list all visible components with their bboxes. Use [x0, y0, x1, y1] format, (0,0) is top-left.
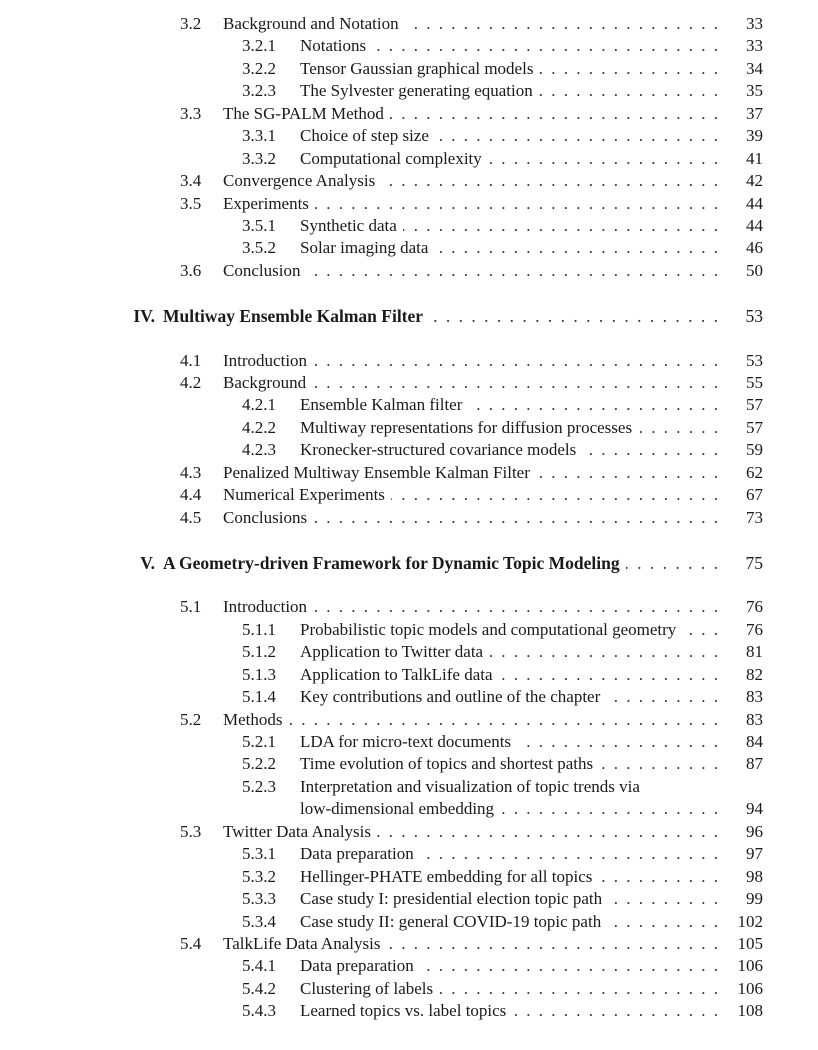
toc-entry[interactable]	[0, 372, 818, 394]
page-number: 108	[737, 1001, 763, 1021]
entry-title: Key contributions and outline of the chapter	[300, 687, 601, 707]
dot-leader	[606, 686, 718, 708]
toc-entry[interactable]	[0, 462, 818, 484]
toc-entry[interactable]	[0, 798, 818, 820]
toc-chapter-entry[interactable]	[0, 552, 818, 574]
page-number: 97	[746, 844, 763, 864]
entry-title: Conclusion	[223, 260, 301, 280]
toc-entry[interactable]	[0, 709, 818, 731]
entry-title: Clustering of labels	[300, 978, 434, 998]
entry-number: 3.2.1	[242, 36, 276, 56]
dot-leader	[434, 237, 718, 259]
entry-number: 5.1.1	[242, 619, 276, 639]
entry-number: 5.2.1	[242, 732, 276, 751]
page-number: 73	[746, 507, 763, 527]
entry-number: 5.3.3	[242, 889, 276, 909]
toc-entry[interactable]	[0, 776, 818, 798]
entry-title: Synthetic data	[300, 215, 397, 235]
page-number: 33	[746, 36, 763, 56]
entry-title: Interpretation and visualization of topic trends via	[300, 776, 640, 796]
page-number: 50	[746, 260, 763, 280]
entry-title: A Geometry-driven Framework for Dynamic Topic Modeling	[163, 552, 620, 573]
dot-leader	[626, 552, 718, 574]
entry-number: 5.2.3	[242, 776, 276, 796]
entry-title: Multiway representations for diffusion processes	[300, 417, 633, 437]
entry-title: Choice of step size	[300, 126, 429, 146]
toc-entry[interactable]	[0, 394, 818, 416]
page-number: 96	[746, 821, 763, 841]
entry-number: 5.4.2	[242, 978, 276, 998]
entry-title: Tensor Gaussian graphical models	[300, 58, 534, 78]
entry-number: 5.2.2	[242, 754, 276, 774]
dot-leader	[377, 821, 718, 843]
toc-entry[interactable]	[0, 484, 818, 506]
page-number: 37	[746, 103, 763, 123]
entry-title: Background	[223, 373, 307, 392]
page-number: 39	[746, 126, 763, 146]
entry-title: Case study I: presidential election topic path	[300, 889, 603, 909]
toc-entry[interactable]	[0, 619, 818, 641]
page-number: 42	[746, 171, 763, 191]
page-number: 81	[746, 642, 763, 662]
dot-leader	[439, 978, 718, 1000]
dot-leader	[403, 215, 718, 237]
page-number: 67	[746, 485, 763, 505]
page-number: 102	[737, 911, 763, 931]
entry-title: Numerical Experiments	[223, 485, 385, 505]
entry-title: Multiway Ensemble Kalman Filter	[163, 305, 424, 326]
dot-leader	[488, 148, 718, 170]
dot-leader	[489, 641, 718, 663]
entry-number: 3.2.3	[242, 81, 276, 101]
page-number: 98	[746, 866, 763, 886]
page-number: 106	[737, 978, 763, 998]
dot-leader	[536, 462, 718, 484]
toc-entry[interactable]	[0, 664, 818, 686]
entry-number: 5.3.4	[242, 911, 276, 931]
page-number: 53	[745, 305, 763, 326]
entry-number: 3.6	[180, 260, 202, 280]
entry-title: Learned topics vs. label topics	[300, 1001, 507, 1021]
dot-leader	[500, 798, 718, 820]
entry-number: 3.3.2	[242, 148, 276, 168]
dot-leader	[420, 955, 718, 977]
toc-entry[interactable]	[0, 417, 818, 439]
page-number: 34	[746, 58, 763, 78]
page-number: 76	[746, 597, 763, 617]
entry-title: Convergence Analysis	[223, 171, 376, 191]
toc-entry[interactable]	[0, 843, 818, 865]
dot-leader	[582, 439, 718, 461]
toc-entry[interactable]	[0, 955, 818, 977]
entry-title: Kronecker-structured covariance models	[300, 440, 577, 460]
dot-leader	[607, 911, 718, 933]
entry-number: 3.4	[180, 171, 202, 191]
dot-leader	[435, 125, 718, 147]
entry-number: 5.4.1	[242, 956, 276, 976]
toc-entry[interactable]	[0, 978, 818, 1000]
dot-leader	[313, 507, 718, 529]
dot-leader	[372, 35, 718, 57]
dot-leader	[391, 484, 718, 506]
page-number: 33	[746, 14, 763, 33]
page-number: 105	[737, 933, 763, 953]
dot-leader	[405, 13, 718, 35]
toc-entry[interactable]	[0, 933, 818, 955]
entry-number: 5.1	[180, 597, 202, 617]
entry-title: Computational complexity	[300, 148, 482, 168]
page-number: 82	[746, 664, 763, 684]
entry-title: Case study II: general COVID-19 topic path	[300, 911, 602, 931]
entry-title: Time evolution of topics and shortest paths	[300, 754, 594, 774]
entry-title: Probabilistic topic models and computational geometry	[300, 619, 677, 639]
page-number: 83	[746, 687, 763, 707]
toc-entry[interactable]	[0, 215, 818, 237]
dot-leader	[313, 350, 718, 372]
dot-leader	[468, 394, 718, 416]
entry-number: 4.4	[180, 485, 202, 505]
dot-leader	[512, 1000, 718, 1022]
page-number: 94	[746, 799, 763, 819]
toc-entry[interactable]	[0, 103, 818, 125]
entry-number: 3.2	[180, 14, 202, 33]
entry-title: Hellinger-PHATE embedding for all topics	[300, 866, 593, 886]
toc-entry[interactable]	[0, 170, 818, 192]
dot-leader	[608, 888, 718, 910]
dot-leader	[313, 596, 718, 618]
entry-number: 5.4.3	[242, 1001, 276, 1021]
dot-leader	[539, 58, 718, 80]
entry-number: 3.5	[180, 193, 202, 213]
toc-entry[interactable]	[0, 439, 818, 461]
entry-number: 5.2	[180, 709, 202, 729]
entry-title: low-dimensional embedding	[300, 799, 495, 819]
entry-number: 3.3	[180, 103, 202, 123]
entry-number: 4.2.1	[242, 395, 276, 415]
entry-title: Application to Twitter data	[300, 642, 484, 662]
dot-leader	[306, 260, 718, 282]
toc-entry[interactable]	[0, 260, 818, 282]
page-number: 53	[746, 350, 763, 370]
entry-title: Ensemble Kalman filter	[300, 395, 463, 415]
toc-entry[interactable]	[0, 731, 818, 753]
page-number: 87	[746, 754, 763, 774]
entry-title: LDA for micro-text documents	[300, 732, 512, 751]
toc-entry[interactable]	[0, 80, 818, 102]
entry-number: 5.3.1	[242, 844, 276, 864]
page-number: 35	[746, 81, 763, 101]
entry-title: Data preparation	[300, 844, 414, 864]
dot-leader	[420, 843, 718, 865]
entry-title: Twitter Data Analysis	[223, 821, 372, 841]
toc-entry[interactable]	[0, 911, 818, 933]
page-number: 55	[746, 373, 763, 392]
page-number: 44	[746, 215, 763, 235]
table-of-contents	[0, 13, 818, 1023]
toc-entry[interactable]	[0, 148, 818, 170]
entry-number: IV.	[133, 305, 155, 326]
entry-number: 3.3.1	[242, 126, 276, 146]
page-number: 46	[746, 238, 763, 258]
dot-leader	[539, 80, 718, 102]
toc-chapter-entry[interactable]	[0, 305, 818, 327]
entry-number: 4.3	[180, 462, 202, 482]
entry-title: Experiments	[223, 193, 309, 213]
entry-title: Background and Notation	[223, 14, 399, 33]
entry-number: 5.1.2	[242, 642, 276, 662]
entry-number: 4.5	[180, 507, 202, 527]
page-number: 76	[746, 619, 763, 639]
page-number: 57	[746, 417, 763, 437]
entry-number: 5.3	[180, 821, 202, 841]
entry-title: Conclusions	[223, 507, 308, 527]
entry-title: Penalized Multiway Ensemble Kalman Filter	[223, 462, 530, 482]
page-number: 57	[746, 395, 763, 415]
entry-title: Data preparation	[300, 956, 414, 976]
entry-number: 3.5.2	[242, 238, 276, 258]
toc-entry[interactable]	[0, 35, 818, 57]
toc-entry[interactable]	[0, 13, 818, 35]
toc-entry[interactable]	[0, 686, 818, 708]
page-number: 106	[737, 956, 763, 976]
dot-leader	[429, 305, 718, 327]
entry-title: Introduction	[223, 350, 308, 370]
page-number: 75	[745, 552, 763, 573]
page-number: 83	[746, 709, 763, 729]
entry-title: TalkLife Data Analysis	[223, 933, 381, 953]
entry-number: 5.1.4	[242, 687, 276, 707]
dot-leader	[598, 866, 718, 888]
dot-leader	[386, 933, 718, 955]
page-number: 62	[746, 462, 763, 482]
toc-entry[interactable]	[0, 58, 818, 80]
entry-number: 4.1	[180, 350, 202, 370]
dot-leader	[390, 103, 718, 125]
dot-leader	[517, 731, 718, 753]
entry-title: Introduction	[223, 597, 308, 617]
entry-number: 4.2.2	[242, 417, 276, 437]
toc-entry[interactable]	[0, 821, 818, 843]
dot-leader	[599, 753, 718, 775]
entry-title: Notations	[300, 36, 367, 56]
toc-entry[interactable]	[0, 888, 818, 910]
dot-leader	[499, 664, 718, 686]
toc-entry[interactable]	[0, 350, 818, 372]
entry-number: 3.5.1	[242, 215, 276, 235]
entry-number: 3.2.2	[242, 58, 276, 78]
entry-number: 4.2	[180, 373, 202, 392]
entry-title: Methods	[223, 709, 283, 729]
dot-leader	[289, 709, 719, 731]
entry-number: 5.3.2	[242, 866, 276, 886]
entry-number: 5.1.3	[242, 664, 276, 684]
toc-entry[interactable]	[0, 596, 818, 618]
entry-number: 4.2.3	[242, 440, 276, 460]
entry-title: The Sylvester generating equation	[300, 81, 533, 101]
page-number: 59	[746, 440, 763, 460]
toc-entry[interactable]	[0, 753, 818, 775]
entry-title: Solar imaging data	[300, 238, 429, 258]
dot-leader	[682, 619, 718, 641]
toc-entry[interactable]	[0, 193, 818, 215]
toc-entry[interactable]	[0, 237, 818, 259]
toc-entry[interactable]	[0, 641, 818, 663]
page-number: 41	[746, 148, 763, 168]
dot-leader	[312, 372, 718, 394]
page-number: 99	[746, 889, 763, 909]
dot-leader	[381, 170, 718, 192]
entry-title: The SG-PALM Method	[223, 103, 384, 123]
entry-number: 5.4	[180, 933, 202, 953]
toc-entry[interactable]	[0, 125, 818, 147]
page-number: 84	[746, 732, 763, 751]
toc-entry[interactable]	[0, 507, 818, 529]
toc-entry[interactable]	[0, 866, 818, 888]
page-number: 44	[746, 193, 763, 213]
dot-leader	[315, 193, 718, 215]
entry-title: Application to TalkLife data	[300, 664, 493, 684]
dot-leader	[638, 417, 718, 439]
entry-number: V.	[140, 552, 155, 573]
toc-entry[interactable]	[0, 1000, 818, 1022]
